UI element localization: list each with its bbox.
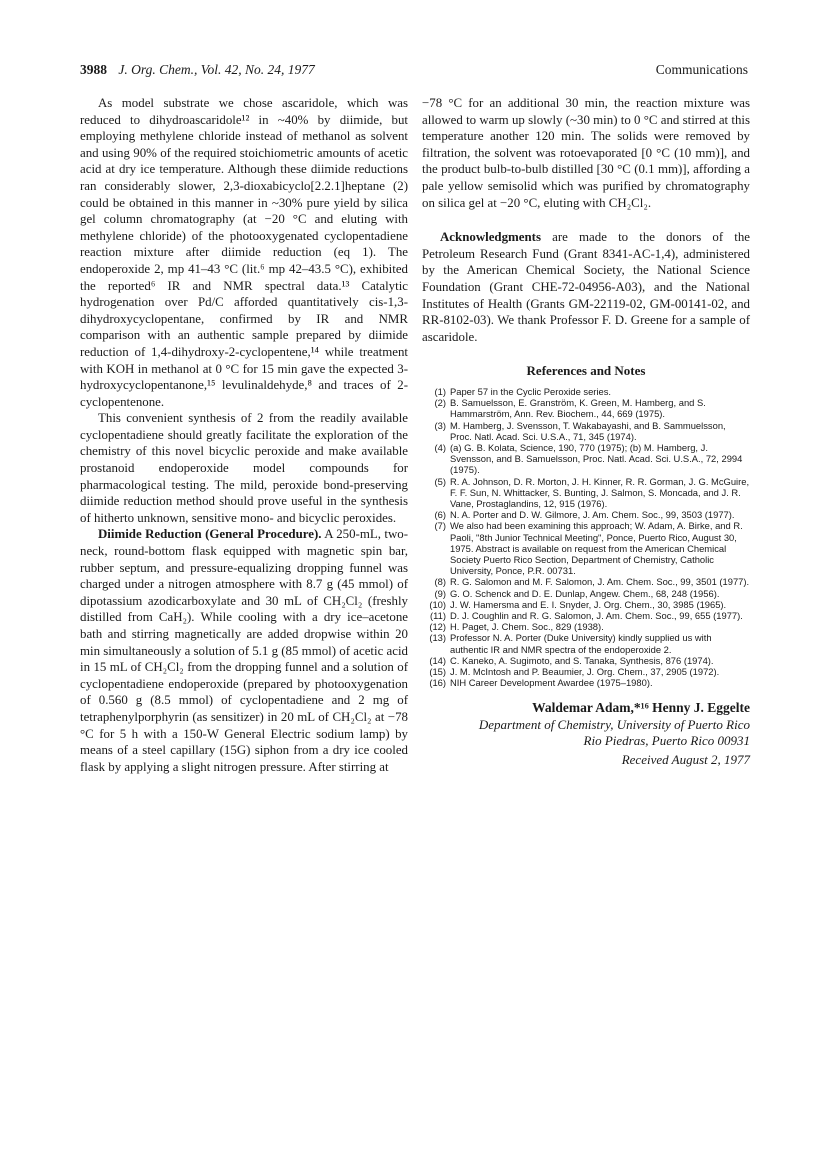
- reference-number: (11): [430, 609, 446, 621]
- paragraph-model-substrate: As model substrate we chose ascaridole, which was reduced to dihydroascaridole¹² in ~40% by diimide, but employing methylene chloride instead of methanol as solvent and using 90% of the required stoichiometric amounts of acetic acid at dry ice temperature. Although these diimide reductions ran considerably slower, 2,3-dioxabicyclo[2.2.1]heptane (2) could be obtained in this manner in ~30% pure yield by silica gel column chromatography (at −20 °C and eluting with methylene chloride) of the photooxygenated cyclopentadiene reaction mixture after diimide reduction (eq 1). The endoperoxide 2, mp 41–43 °C (lit.⁶ mp 42–43.5 °C), exhibited the reported⁶ IR and NMR spectral data.¹³ Catalytic hydrogenation over Pd/C afforded quantitatively cis-1,3-dihydroxycyclopentane, confirmed by IR and NMR comparison with an authentic sample prepared by diimide reduction of 1,4-dihydroxy-2-cyclopentene,¹⁴ while treatment with KOH in methanol at 0 °C for 15 min gave the expected 3-hydroxycyclopentanone,¹⁵ levulinaldehyde,⁸ and traces of 2-cyclopentenone.: [80, 96, 408, 409]
- reference-item: [422, 588, 750, 599]
- running-header: [80, 62, 748, 80]
- reference-number: (13): [429, 632, 446, 644]
- references-list: [422, 386, 750, 688]
- reference-item: [422, 599, 750, 610]
- reference-number: (12): [429, 621, 446, 633]
- reference-item: [422, 420, 750, 442]
- journal-citation: J. Org. Chem., Vol. 42, No. 24, 1977: [118, 62, 315, 77]
- reference-text: M. Hamberg, J. Svensson, T. Wakabayashi, and B. Sammuelsson, Proc. Natl. Acad. Sci. U.S.A., 71, 345 (1974).: [450, 419, 726, 442]
- reference-text: G. O. Schenck and D. E. Dunlap, Angew. Chem., 68, 248 (1956).: [450, 587, 720, 599]
- reference-number: (4): [434, 441, 446, 453]
- reference-item: [422, 632, 750, 654]
- reference-item: [422, 509, 750, 520]
- reference-item: [422, 520, 750, 576]
- reference-text: Professor N. A. Porter (Duke University) kindly supplied us with authentic IR and NMR spectra of the endoperoxide 2.: [450, 632, 712, 655]
- reference-number: (7): [434, 520, 446, 532]
- reference-item: [422, 397, 750, 419]
- reference-number: (9): [434, 587, 446, 599]
- received-date: Received August 2, 1977: [621, 751, 750, 767]
- reference-text: C. Kaneko, A. Sugimoto, and S. Tanaka, Synthesis, 876 (1974).: [450, 654, 714, 666]
- reference-number: (5): [434, 475, 446, 487]
- reference-number: (2): [434, 397, 446, 409]
- reference-text: Paper 57 in the Cyclic Peroxide series.: [450, 385, 612, 397]
- reference-item: [422, 476, 750, 510]
- reference-item: [422, 655, 750, 666]
- reference-text: (a) G. B. Kolata, Science, 190, 770 (1975); (b) M. Hamberg, J. Svensson, and B. Samuelsson, Proc. Natl. Acad. Sci. U.S.A., 72, 2994 (1975).: [450, 441, 743, 476]
- reference-number: (3): [434, 419, 446, 431]
- paragraph-convenient-synthesis: This convenient synthesis of 2 from the readily available cyclopentadiene should greatly facilitate the exploration of the chemistry of this novel bicyclic peroxide and make available prostanoid endoperoxide model compounds for pharmacological testing. The mild, peroxide bond-preserving diimide reduction method should prove useful in the synthesis of hitherto unknown, sensitive mono- and bicyclic peroxides.: [80, 411, 408, 525]
- affiliation-line-2: Rio Piedras, Puerto Rico 00931: [583, 733, 750, 749]
- reference-item: [422, 677, 750, 688]
- reference-number: (8): [434, 576, 446, 588]
- reference-text: R. G. Salomon and M. F. Salomon, J. Am. Chem. Soc., 99, 3501 (1977).: [450, 576, 750, 588]
- right-column: [422, 95, 750, 769]
- reference-text: N. A. Porter and D. W. Gilmore, J. Am. Chem. Soc., 99, 3503 (1977).: [450, 509, 735, 521]
- reference-number: (15): [429, 665, 446, 677]
- paragraph-procedure-continued: −78 °C for an additional 30 min, the reaction mixture was allowed to warm up slowly (~30 min) to 0 °C and stirred at this temperature another 120 min. The solids were removed by filtration, the solvent was rotoevaporated [0 °C (10 mm)], and the product bulb-to-bulb distilled [30 °C (0.1 mm)], affording a pale yellow semisolid which was purified by chromatography on silica gel at −20 °C, eluting with CH₂Cl₂.: [422, 96, 750, 210]
- reference-text: R. A. Johnson, D. R. Morton, J. H. Kinner, R. R. Gorman, J. G. McGuire, F. F. Sun, N. Whittacker, S. Bunting, J. Salmon, S. Moncada, and J. R. Vane, Prostaglandins, 12, 915 (1976).: [450, 475, 750, 509]
- left-column: [80, 95, 408, 775]
- reference-item: [422, 576, 750, 587]
- acknowledgments-heading: Acknowledgments: [440, 230, 541, 245]
- reference-text: J. W. Hamersma and E. I. Snyder, J. Org. Chem., 30, 3985 (1965).: [450, 598, 727, 610]
- reference-item: [422, 610, 750, 621]
- affiliation-line-1: Department of Chemistry, University of Puerto Rico: [478, 716, 750, 732]
- section-name: Communications: [655, 62, 748, 77]
- author-names: Waldemar Adam,*¹⁶ Henny J. Eggelte: [532, 700, 750, 716]
- reference-text: NIH Career Development Awardee (1975–1980).: [450, 677, 653, 689]
- reference-text: D. J. Coughlin and R. G. Salomon, J. Am. Chem. Soc., 99, 655 (1977).: [450, 609, 743, 621]
- procedure-heading: Diimide Reduction (General Procedure).: [98, 527, 322, 542]
- reference-number: (16): [429, 677, 446, 689]
- reference-item: [422, 442, 750, 476]
- reference-number: (1): [434, 385, 446, 397]
- reference-number: (10): [429, 598, 446, 610]
- acknowledgments-body: are made to the donors of the Petroleum Research Fund (Grant 8341-AC-1,4), administered by the American Chemical Society, the National Science Foundation (Grant CHE-72-04956-A03), and the National Institutes of Health (Grants GM-22119-02, GM-00141-02, and RR-8102-03). We thank Professor F. D. Greene for a sample of ascaridole.: [422, 230, 750, 344]
- references-title: References and Notes: [526, 363, 646, 379]
- reference-text: B. Samuelsson, E. Granström, K. Green, M. Hamberg, and S. Hammarström, Ann. Rev. Biochem., 44, 669 (1975).: [450, 397, 706, 420]
- reference-item: [422, 386, 750, 397]
- reference-item: [422, 666, 750, 677]
- paragraph-acknowledgments: [422, 229, 750, 345]
- page-number: 3988: [80, 62, 107, 77]
- reference-text: H. Paget, J. Chem. Soc., 829 (1938).: [450, 621, 604, 633]
- reference-item: [422, 621, 750, 632]
- reference-text: We also had been examining this approach; W. Adam, A. Birke, and R. Paoli, "8th Junior Technical Meeting", Ponce, Puerto Rico, August 30, 1975. Abstract is available on request from the American Chemical Society Puerto Rico Section, Department of Chemistry, Catholic University, Ponce, P.R. 00731.: [450, 520, 743, 577]
- reference-number: (14): [429, 654, 446, 666]
- paragraph-procedure: [80, 526, 408, 775]
- procedure-body: A 250-mL, two-neck, round-bottom flask equipped with magnetic spin bar, rubber septum, and pressure-equalizing dropping funnel was charged under a nitrogen atmosphere with 8.7 g (45 mmol) of dipotassium azodicarboxylate and 30 mL of CH₂Cl₂ (freshly distilled from CaH₂). While cooling with a dry ice–acetone bath and stirring magnetically are added dropwise within 20 min simultaneously a solution of 5.1 g (85 mmol) of acetic acid in 15 mL of CH₂Cl₂ from the dropping funnel and a solution of cyclopentadiene endoperoxide (prepared by photooxygenation of 0.560 g (8.5 mmol) of cyclopentadiene and 2 mg of tetraphenylporphyrin (as sensitizer) in 20 mL of CH₂Cl₂ at −78 °C for 5 h with a 150-W General Electric sodium lamp) by means of a steel capillary (15G) siphon from a dry ice cooled flask by applying a slight nitrogen pressure. After stirring at: [80, 527, 408, 774]
- reference-text: J. M. McIntosh and P. Beaumier, J. Org. Chem., 37, 2905 (1972).: [450, 665, 720, 677]
- reference-number: (6): [434, 509, 446, 521]
